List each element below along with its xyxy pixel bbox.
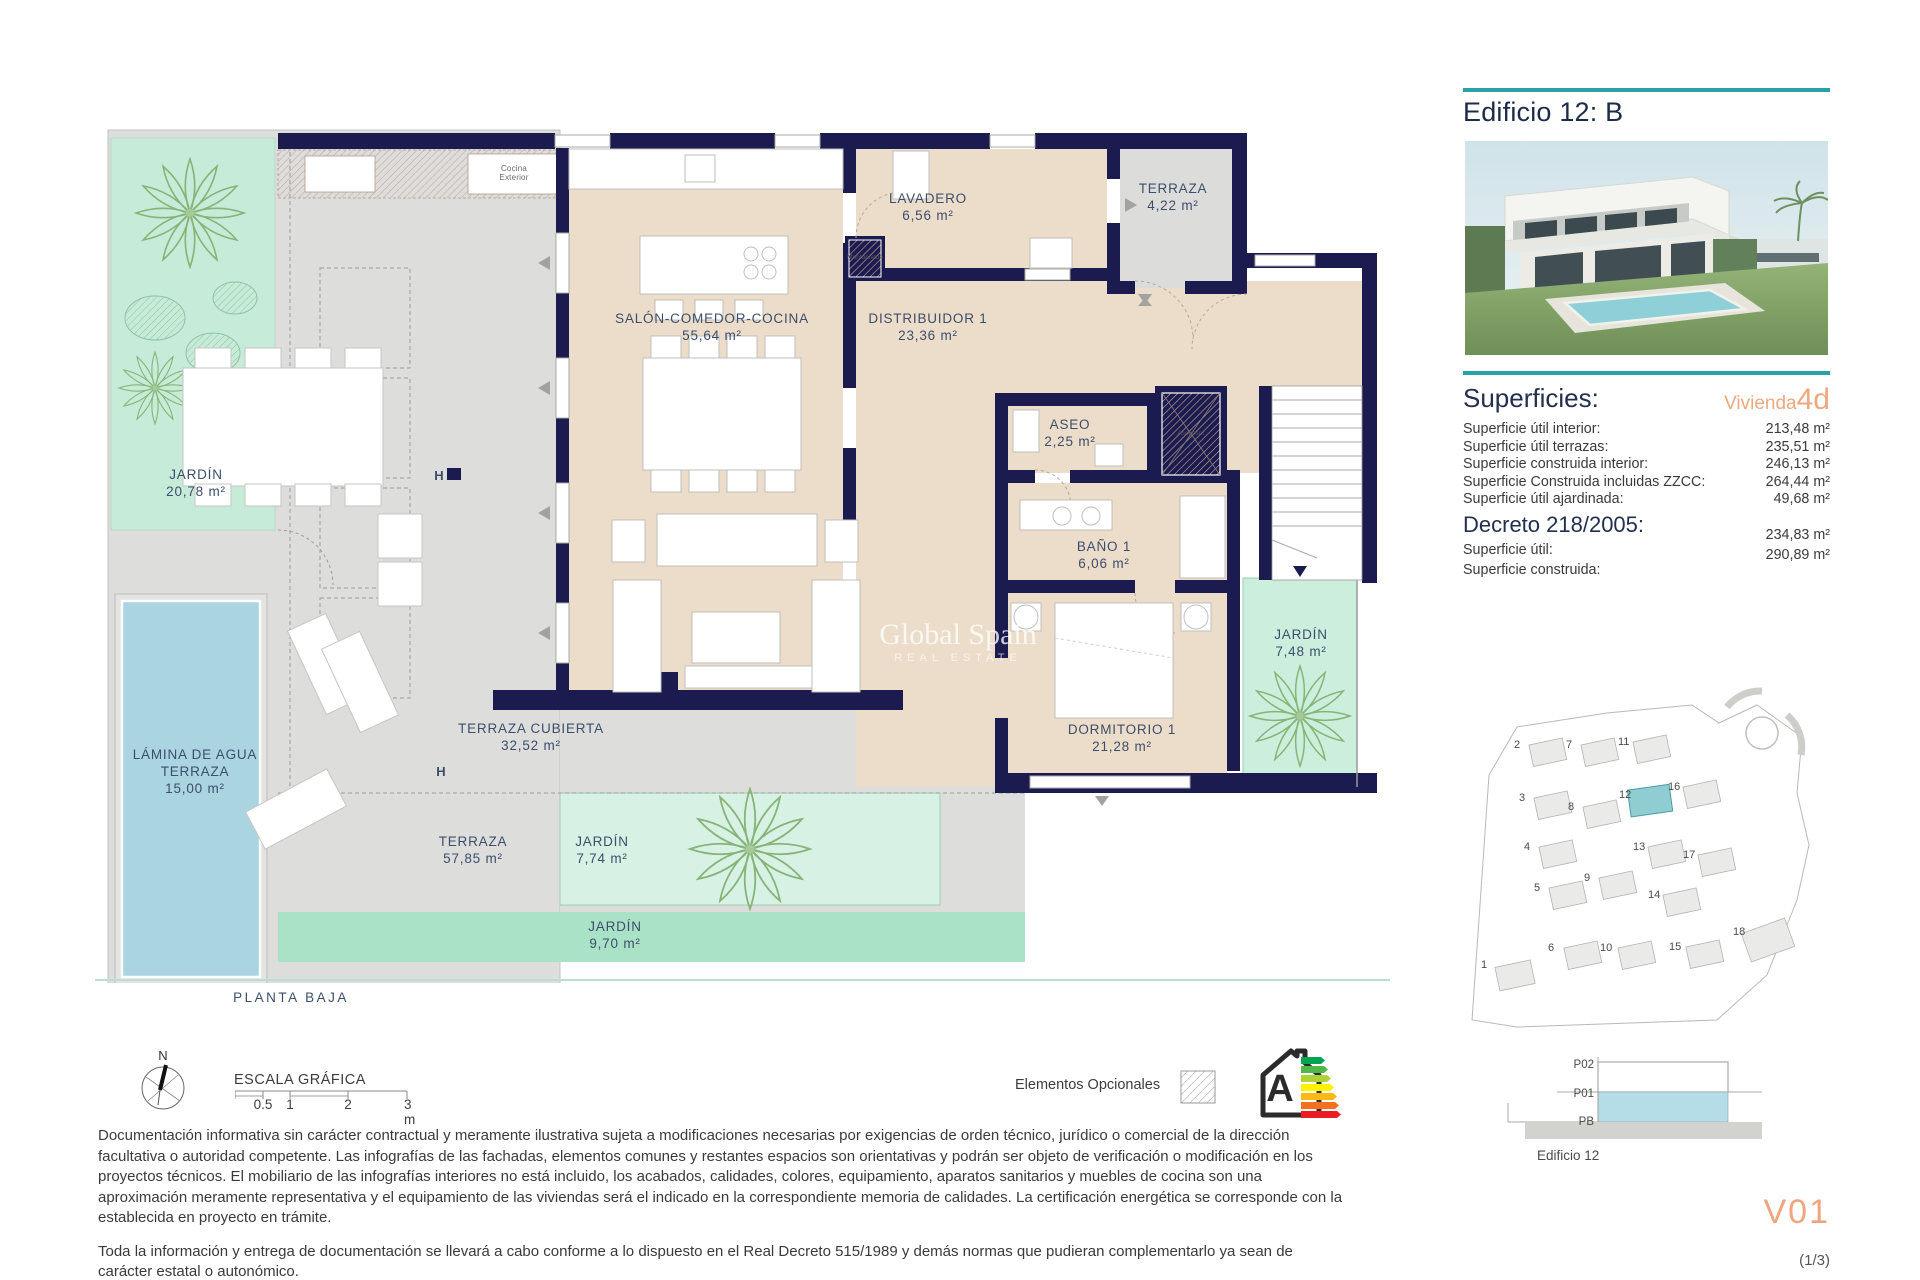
scale-tick: 0.5 bbox=[253, 1097, 273, 1112]
legal-paragraph-2: Toda la información y entrega de documentación se llevará a cabo conforme a lo dispuesto en el Real Decreto 515/1989 y demás normas que pudieran complementarlo ya sean de carácter estatal o autonómico. bbox=[98, 1242, 1293, 1280]
compass bbox=[138, 1048, 188, 1118]
room-label-jardin-970: JARDÍN 9,70 m² bbox=[588, 919, 642, 951]
table-row: Superficie Construida incluidas ZZCC: 264,44 m² bbox=[1463, 473, 1830, 490]
scale-title: ESCALA GRÁFICA bbox=[234, 1072, 366, 1088]
label-ascensor: Ascensor bbox=[1177, 430, 1205, 437]
plot-label: 8 bbox=[1568, 801, 1575, 813]
page-number: (1/3) bbox=[1799, 1252, 1830, 1269]
floor-plan-drawing bbox=[95, 118, 1390, 983]
plot-label: 5 bbox=[1534, 882, 1541, 894]
hydrant-marker-1: H bbox=[434, 468, 444, 483]
watermark: Global Spain REAL ESTATE bbox=[879, 618, 1037, 664]
scale-tick: 3 m bbox=[404, 1097, 416, 1127]
plan-caption: PLANTA BAJA bbox=[233, 990, 349, 1005]
hydrant-marker-2: H bbox=[436, 764, 446, 779]
plot-label: 7 bbox=[1566, 739, 1573, 751]
decreto-block bbox=[1463, 512, 1830, 580]
plot-label: 16 bbox=[1668, 781, 1681, 793]
room-label-jardin-2078: JARDÍN 20,78 m² bbox=[166, 467, 226, 499]
plot-label: 2 bbox=[1514, 739, 1521, 751]
plot-label: 11 bbox=[1618, 736, 1630, 748]
table-row: Superficie útil terrazas: 235,51 m² bbox=[1463, 438, 1830, 455]
version-tag: V01 bbox=[1763, 1193, 1830, 1231]
plot-label: 13 bbox=[1633, 841, 1646, 853]
plot-label-highlighted: 12 bbox=[1619, 789, 1632, 801]
label-cocina-exterior: Cocina Exterior bbox=[499, 164, 529, 182]
table-row: Superficie útil interior: 213,48 m² bbox=[1463, 421, 1830, 437]
compass-north-label: N bbox=[158, 1048, 168, 1063]
plot-label: 14 bbox=[1648, 889, 1661, 901]
room-label-jardin-748: JARDÍN 7,48 m² bbox=[1274, 627, 1328, 659]
scale-tick-labels bbox=[235, 1097, 425, 1127]
decreto-values: 234,83 m² 290,89 m² bbox=[1765, 527, 1830, 563]
scale-tick: 1 bbox=[286, 1097, 294, 1112]
optional-hatch-swatch bbox=[1180, 1070, 1216, 1104]
section-diagram bbox=[1500, 1045, 1790, 1145]
table-row: Superficie útil ajardinada: 49,68 m² bbox=[1463, 491, 1830, 507]
level-label-pb: PB bbox=[1578, 1116, 1594, 1128]
teal-rule-top bbox=[1463, 88, 1830, 92]
plot-label: 15 bbox=[1669, 941, 1682, 953]
table-row: Superficie construida interior: 246,13 m² bbox=[1463, 456, 1830, 472]
room-label-salon: SALÓN-COMEDOR-COCINA 55,64 m² bbox=[615, 311, 809, 343]
legal-text bbox=[98, 1126, 1343, 1280]
plot-label: 9 bbox=[1584, 872, 1591, 884]
plot-label: 1 bbox=[1481, 959, 1488, 971]
building-title: Edificio 12: B bbox=[1463, 97, 1624, 127]
plot-label: 18 bbox=[1733, 926, 1746, 938]
label-montaplatos: Montaplatos bbox=[847, 254, 883, 261]
floor-plan bbox=[95, 118, 1390, 983]
section-drawing bbox=[1500, 1045, 1790, 1145]
vivienda-tag: Vivienda4d bbox=[1724, 383, 1830, 416]
room-label-lamina: LÁMINA DE AGUA TERRAZA 15,00 m² bbox=[132, 747, 258, 796]
room-label-dormitorio: DORMITORIO 1 21,28 m² bbox=[1067, 722, 1177, 754]
building-render-image bbox=[1465, 141, 1828, 355]
room-label-terraza-5785: TERRAZA 57,85 m² bbox=[438, 834, 508, 866]
room-label-jardin-774: JARDÍN 7,74 m² bbox=[575, 834, 629, 866]
room-label-bano: BAÑO 1 6,06 m² bbox=[1076, 539, 1132, 571]
optional-elements-label: Elementos Opcionales bbox=[1015, 1077, 1161, 1093]
decreto-labels: Superficie útil: Superficie construida: bbox=[1463, 542, 1601, 578]
energy-letter: A bbox=[1266, 1068, 1294, 1110]
room-label-terraza-sup: TERRAZA 4,22 m² bbox=[1138, 181, 1208, 213]
section-caption: Edificio 12 bbox=[1537, 1148, 1600, 1163]
plot-label: 17 bbox=[1683, 849, 1696, 861]
legal-paragraph-1: Documentación informativa sin carácter contractual y meramente ilustrativa sujeta a modificaciones necesarias por exigencias de orden técnico, jurídico o comercial de la dirección facultativa o autoridad competente. Las infografías de las fachadas, elementos comunes y restantes espacios son orientativas y podrán ser objeto de verificación o modificación en los proyectos técnicos. El mobiliario de las infografías interiores no está incluido, los acabados, calidades, colores, equipamiento, aparatos sanitarios y muebles de cocina son una aproximación meramente representativa y el equipamiento de las viviendas será el indicado en la correspondiente memoria de calidades. La certificación energética se corresponde con la establecida en proyecto en trámite. bbox=[98, 1127, 1343, 1226]
plot-label: 4 bbox=[1524, 841, 1531, 853]
site-map-drawing bbox=[1457, 675, 1842, 1035]
superficies-table bbox=[1463, 421, 1830, 509]
energy-rating-icon bbox=[1253, 1043, 1343, 1123]
teal-rule-mid bbox=[1463, 371, 1830, 375]
room-label-distribuidor: DISTRIBUIDOR 1 23,36 m² bbox=[868, 311, 988, 343]
plan-divider bbox=[95, 979, 1390, 981]
superficies-title: Superficies: bbox=[1463, 383, 1599, 413]
room-label-terraza-cubierta: TERRAZA CUBIERTA 32,52 m² bbox=[458, 721, 604, 753]
plot-label: 10 bbox=[1600, 942, 1613, 954]
room-label-lavadero: LAVADERO 6,56 m² bbox=[889, 191, 967, 223]
compass-icon bbox=[138, 1063, 188, 1113]
plot-label: 3 bbox=[1519, 792, 1526, 804]
scale-tick: 2 bbox=[344, 1097, 352, 1112]
level-label-p01: P01 bbox=[1573, 1088, 1594, 1100]
site-map bbox=[1457, 675, 1842, 1035]
level-label-p02: P02 bbox=[1573, 1059, 1594, 1071]
room-label-aseo: ASEO 2,25 m² bbox=[1044, 417, 1096, 449]
decreto-title: Decreto 218/2005: bbox=[1463, 512, 1645, 537]
plot-label: 6 bbox=[1548, 942, 1555, 954]
